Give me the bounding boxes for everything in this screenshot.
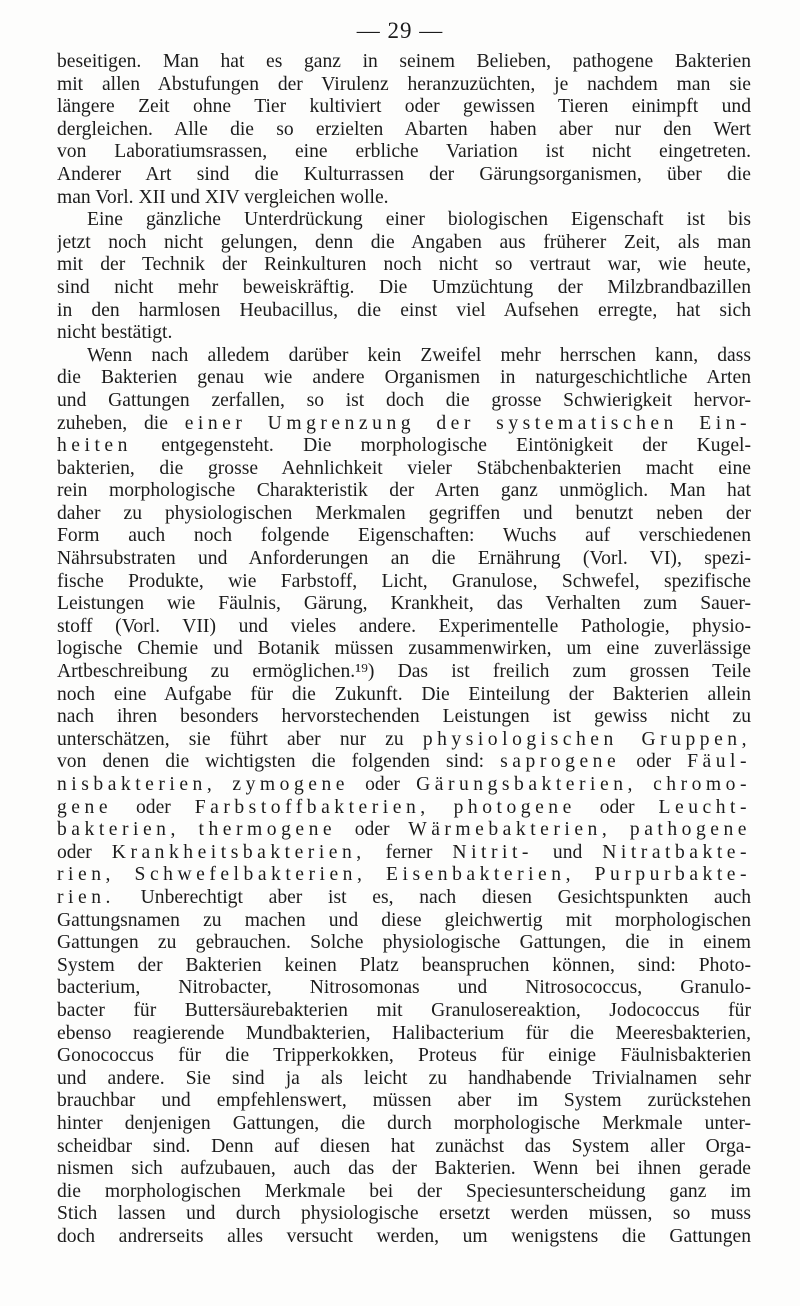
text-line: Gattungsnamen zu machen und diese gleichwertig mit morphologischen — [57, 909, 751, 931]
text-line: bakterien, thermogene oder Wärmebakterien, pathogene — [57, 819, 751, 841]
text-line: sind nicht mehr beweiskräftig. Die Umzüchtung der Milzbrandbazillen — [57, 276, 751, 298]
text-line: mit allen Abstufungen der Virulenz heranzuzüchten, je nachdem man sie — [57, 73, 751, 95]
text-line: man Vorl. XII und XIV vergleichen wolle. — [57, 186, 389, 208]
text-line: hinter denjenigen Gattungen, die durch morphologische Merkmale unter- — [57, 1112, 751, 1134]
text-line: noch eine Aufgabe für die Zukunft. Die Einteilung der Bakterien allein — [57, 683, 751, 705]
page-number: — 29 — — [356, 18, 444, 43]
text-line: Nährsubstraten und Anforderungen an die Ernährung (Vorl. VI), spezi- — [57, 548, 751, 570]
text-line: logische Chemie und Botanik müssen zusammenwirken, um eine zuverlässige — [57, 638, 751, 660]
text-line: Stich lassen und durch physiologische ersetzt werden müssen, so muss — [57, 1203, 751, 1225]
text-line: und Gattungen zerfallen, so ist doch die grosse Schwierigkeit hervor- — [57, 389, 751, 411]
text-line: unterschätzen, sie führt aber nur zu physiologischen Gruppen, — [57, 728, 751, 750]
text-line: Gonococcus für die Tripperkokken, Proteus für einige Fäulnisbakterien — [57, 1045, 751, 1067]
text-line: längere Zeit ohne Tier kultiviert oder gewissen Tieren einimpft und — [57, 96, 751, 118]
text-line: bakterien, die grosse Aehnlichkeit vieler Stäbchenbakterien macht eine — [57, 457, 751, 479]
text-line: Leistungen wie Fäulnis, Gärung, Krankheit, das Verhalten zum Sauer- — [57, 593, 751, 615]
text-line: beseitigen. Man hat es ganz in seinem Belieben, pathogene Bakterien — [57, 51, 751, 72]
text-line: nach ihren besonders hervorstechenden Leistungen ist gewiss nicht zu — [57, 706, 751, 728]
text-line: von denen die wichtigsten die folgenden sind: saprogene oder Fäul- — [57, 751, 751, 773]
text-line: ebenso reagierende Mundbakterien, Halibacterium für die Meeresbakterien, — [57, 1022, 751, 1044]
text-line: die morphologischen Merkmale bei der Speciesunterscheidung ganz im — [57, 1180, 751, 1202]
text-line: heiten entgegensteht. Die morphologische Eintönigkeit der Kugel- — [57, 435, 751, 457]
text-line: Wenn nach alledem darüber kein Zweifel mehr herrschen kann, dass — [87, 344, 751, 366]
text-line: Gattungen zu gebrauchen. Solche physiologische Gattungen, die in einem — [57, 932, 751, 954]
text-line: oder Krankheitsbakterien, ferner Nitrit- und Nitratbakte- — [57, 841, 751, 863]
text-line: Anderer Art sind die Kulturrassen der Gärungsorganismen, über die — [57, 163, 751, 185]
text-line: bacter für Buttersäurebakterien mit Granulosereaktion, Jodococcus für — [57, 999, 751, 1021]
text-line: Eine gänzliche Unterdrückung einer biologischen Eigenschaft ist bis — [87, 209, 751, 231]
text-line: rein morphologische Charakteristik der Arten ganz unmöglich. Man hat — [57, 480, 751, 502]
text-line: doch andrerseits alles versucht werden, um wenigstens die Gattungen — [57, 1225, 751, 1247]
text-line: dergleichen. Alle die so erzielten Abarten haben aber nur den Wert — [57, 118, 751, 140]
text-line: die Bakterien genau wie andere Organismen in naturgeschichtliche Arten — [57, 367, 751, 389]
text-line: und andere. Sie sind ja als leicht zu handhabende Trivialnamen sehr — [57, 1067, 751, 1089]
text-line: jetzt noch nicht gelungen, denn die Angaben aus früherer Zeit, als man — [57, 231, 751, 253]
text-line: rien, Schwefelbakterien, Eisenbakterien, Purpurbakte- — [57, 864, 751, 886]
text-line: System der Bakterien keinen Platz beanspruchen können, sind: Photo- — [57, 954, 751, 976]
text-line: mit der Technik der Reinkulturen noch nicht so vertraut war, wie heute, — [57, 254, 751, 276]
body-text — [57, 51, 751, 1248]
text-line: daher zu physiologischen Merkmalen gegriffen und benutzt neben der — [57, 502, 751, 524]
text-line: nisbakterien, zymogene oder Gärungsbakterien, chromo- — [57, 774, 751, 795]
text-line: in den harmlosen Heubacillus, die einst viel Aufsehen erregte, hat sich — [57, 299, 751, 321]
text-line: von Laboratiumsrassen, eine erbliche Variation ist nicht eingetreten. — [57, 141, 751, 163]
text-line: gene oder Farbstoffbakterien, photogene oder Leucht- — [57, 796, 751, 818]
text-line: scheidbar sind. Denn auf diesen hat zunächst das System aller Orga- — [57, 1135, 751, 1157]
text-line: Form auch noch folgende Eigenschaften: Wuchs auf verschiedenen — [57, 525, 751, 547]
text-line: rien. Unberechtigt aber ist es, nach diesen Gesichtspunkten auch — [57, 886, 751, 908]
text-line: brauchbar und empfehlenswert, müssen aber im System zurückstehen — [57, 1090, 751, 1112]
text-line: Artbeschreibung zu ermöglichen.¹⁹) Das ist freilich zum grossen Teile — [57, 661, 751, 683]
text-line: nicht bestätigt. — [57, 322, 173, 344]
text-line: zuheben, die einer Umgrenzung der systematischen Ein- — [57, 412, 751, 434]
text-line: stoff (Vorl. VII) und vieles andere. Experimentelle Pathologie, physio- — [57, 615, 751, 637]
text-line: nismen sich aufzubauen, auch das der Bakterien. Wenn bei ihnen gerade — [57, 1158, 751, 1180]
text-line: bacterium, Nitrobacter, Nitrosomonas und Nitrosococcus, Granulo- — [57, 977, 751, 999]
text-line: fische Produkte, wie Farbstoff, Licht, Granulose, Schwefel, spezifische — [57, 570, 751, 592]
